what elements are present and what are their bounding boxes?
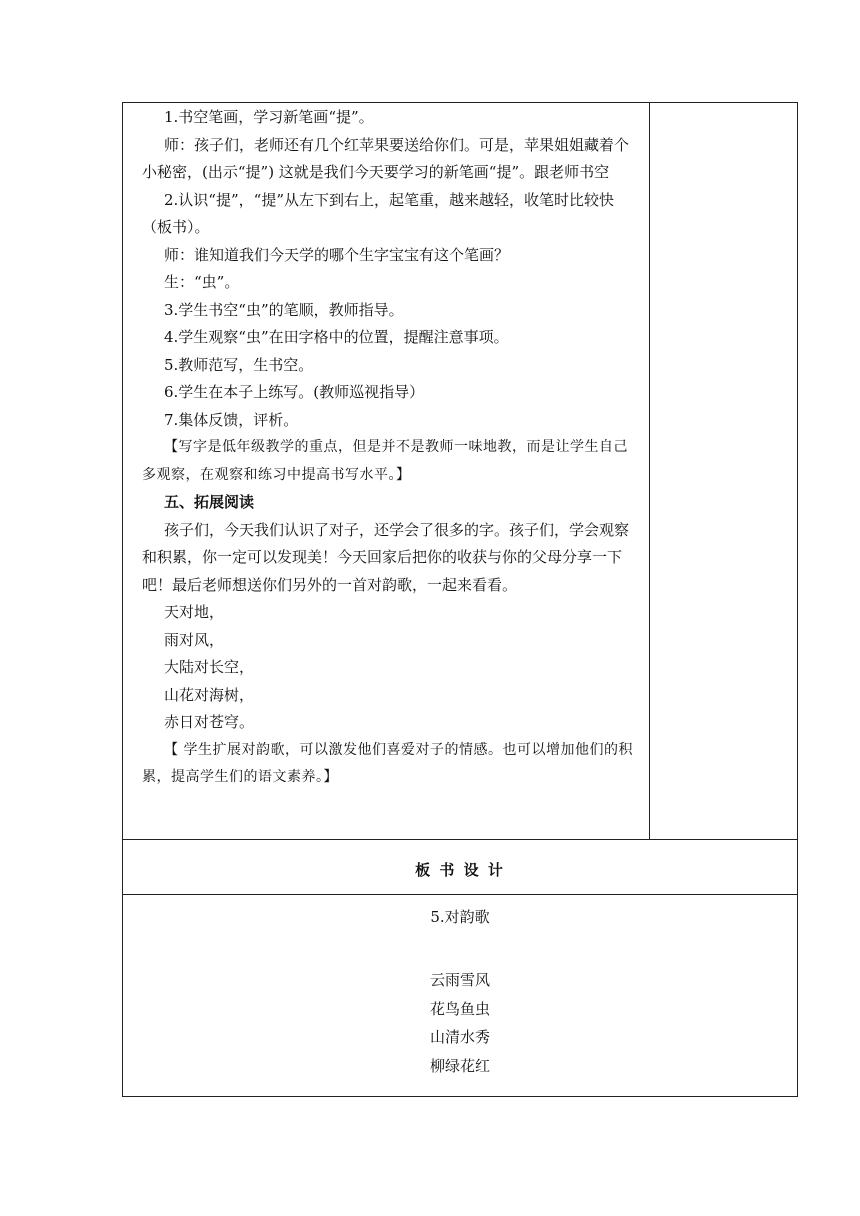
paragraph: 3.学生书空“虫”的笔顺，教师指导。 [164, 300, 404, 319]
board-design-header: 板 书 设 计 [415, 861, 505, 879]
paragraph: 生：“虫”。 [164, 273, 240, 291]
paragraph: 4.学生观察“虫”在田字格中的位置，提醒注意事项。 [164, 328, 509, 346]
paragraph: 五、拓展阅读 [164, 493, 255, 511]
paragraph: 大陆对长空， [164, 658, 255, 676]
paragraph: 师：孩子们，老师还有几个红苹果要送给你们。可是，苹果姐姐藏着个小秘密，(出示“提”) 这就是我们今天要学习的新笔画“提”。跟老师书空 [142, 135, 630, 181]
board-line: 柳绿花红 [429, 1056, 490, 1075]
paragraph: 师：谁知道我们今天学的哪个生字宝宝有这个笔画？ [164, 245, 510, 264]
paragraph: 6.学生在本子上练写。(教师巡视指导） [164, 383, 425, 401]
paragraph: 2.认识“提”，“提”从左下到右上，起笔重，越来越轻，收笔时比较快（板书）。 [142, 190, 614, 236]
paragraph: 5.教师范写，生书空。 [164, 355, 314, 374]
board-design [122, 897, 798, 1080]
paragraph: 山花对海树， [164, 685, 255, 704]
paragraph: 孩子们，今天我们认识了对子，还学会了很多的字。孩子们，学会观察和积累，你一定可以发现美！今天回家后把你的收获与你的父母分享一下吧！最后老师想送你们另外的一首对韵歌，一起来看看。 [142, 520, 630, 594]
paragraph: 【 学生扩展对韵歌，可以激发他们喜爱对子的情感。也可以增加他们的积累，提高学生们的语文素养。】 [142, 741, 633, 785]
board-line: 山清水秀 [429, 1028, 490, 1046]
paragraph: 【写字是低年级教学的重点，但是并不是教师一味地教，而是让学生自己多观察，在观察和练习中提高书写水平。】 [142, 439, 628, 483]
paragraph: 1.书空笔画，学习新笔画“提”。 [164, 108, 374, 126]
paragraph: 赤日对苍穹。 [164, 713, 255, 731]
lesson-content [142, 104, 642, 792]
row-divider-bottom [122, 894, 798, 895]
paragraph: 7.集体反馈，评析。 [164, 410, 299, 429]
board-line: 云雨雪风 [429, 971, 490, 989]
paragraph: 天对地， [164, 603, 225, 621]
board-title: 5.对韵歌 [430, 908, 490, 926]
column-divider [649, 102, 650, 839]
board-lines [122, 966, 798, 1080]
board-line: 花鸟鱼虫 [429, 999, 490, 1018]
paragraph: 雨对风， [164, 630, 225, 649]
